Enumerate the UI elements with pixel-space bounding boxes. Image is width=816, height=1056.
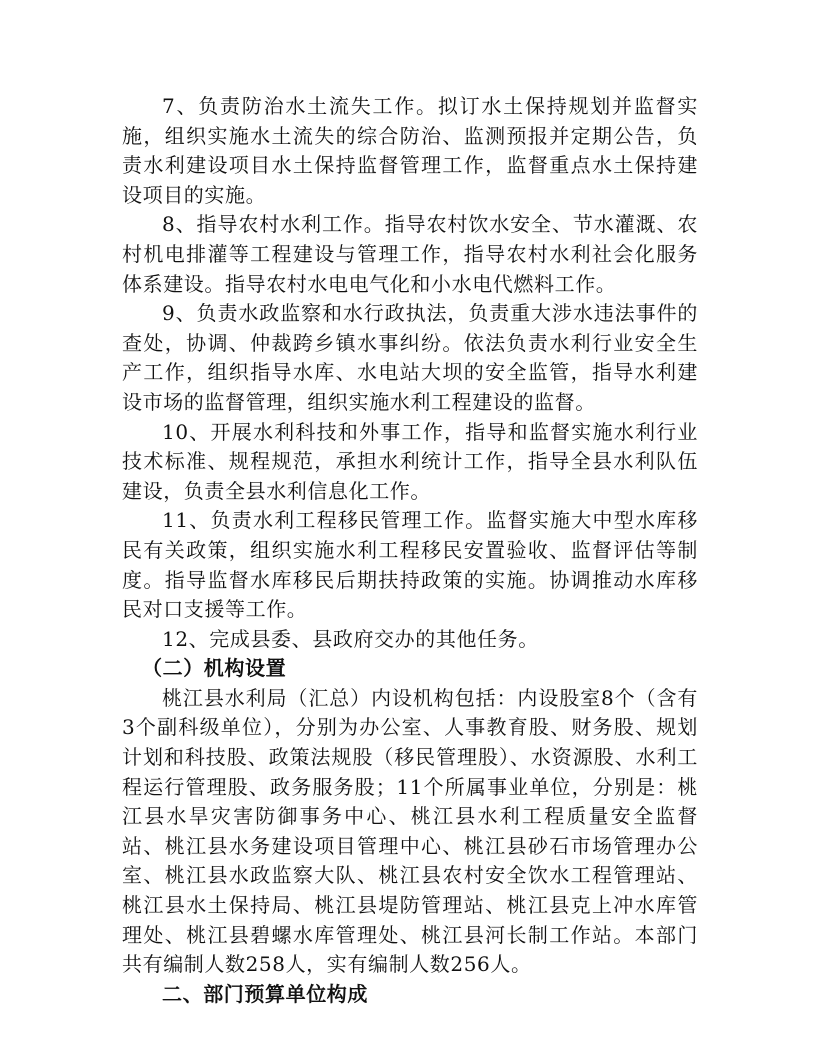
- org-setup-paragraph: 桃江县水利局（汇总）内设机构包括：内设股室8个（含有3个副科级单位），分别为办公室、人事教育股、财务股、规划计划和科技股、政策法规股（移民管理股）、水资源股、水利工程运行管理股、政务服务股；11个所属事业单位，分别是：桃江县水旱灾害防御事务中心、桃江县水利工程质量安全监督站、桃江县水务建设项目管理中心、桃江县砂石市场管理办公室、桃江县水政监察大队、桃江县农村安全饮水工程管理站、桃江县水土保持局、桃江县堤防管理站、桃江县克上冲水库管理处、桃江县碧螺水库管理处、桃江县河长制工作站。本部门共有编制人数258人，实有编制人数256人。: [122, 685, 698, 977]
- section-heading-org-setup: （二）机构设置: [142, 656, 287, 681]
- duty-item-12: 12、完成县委、县政府交办的其他任务。: [162, 626, 539, 651]
- section-heading-budget-units: 二、部门预算单位构成: [162, 981, 368, 1006]
- duty-item-8: 8、指导农村水利工作。指导农村饮水安全、节水灌溉、农村机电排灌等工程建设与管理工作，指导农村水利社会化服务体系建设。指导农村水电电气化和小水电代燃料工作。: [122, 212, 698, 296]
- duty-item-7: 7、负责防治水土流失工作。拟订水土保持规划并监督实施，组织实施水土流失的综合防治、监测预报并定期公告，负责水利建设项目水土保持监督管理工作，监督重点水土保持建设项目的实施。: [122, 94, 698, 207]
- document-body: [122, 92, 698, 1009]
- duty-item-11: 11、负责水利工程移民管理工作。监督实施大中型水库移民有关政策，组织实施水利工程移民安置验收、监督评估等制度。指导监督水库移民后期扶持政策的实施。协调推动水库移民对口支援等工作。: [122, 508, 698, 622]
- duty-item-10: 10、开展水利科技和外事工作，指导和监督实施水利行业技术标准、规程规范，承担水利统计工作，指导全县水利队伍建设，负责全县水利信息化工作。: [122, 419, 698, 503]
- duty-item-9: 9、负责水政监察和水行政执法，负责重大涉水违法事件的查处，协调、仲裁跨乡镇水事纠纷。依法负责水利行业安全生产工作，组织指导水库、水电站大坝的安全监管，指导水利建设市场的监督管理，组织实施水利工程建设的监督。: [122, 301, 698, 414]
